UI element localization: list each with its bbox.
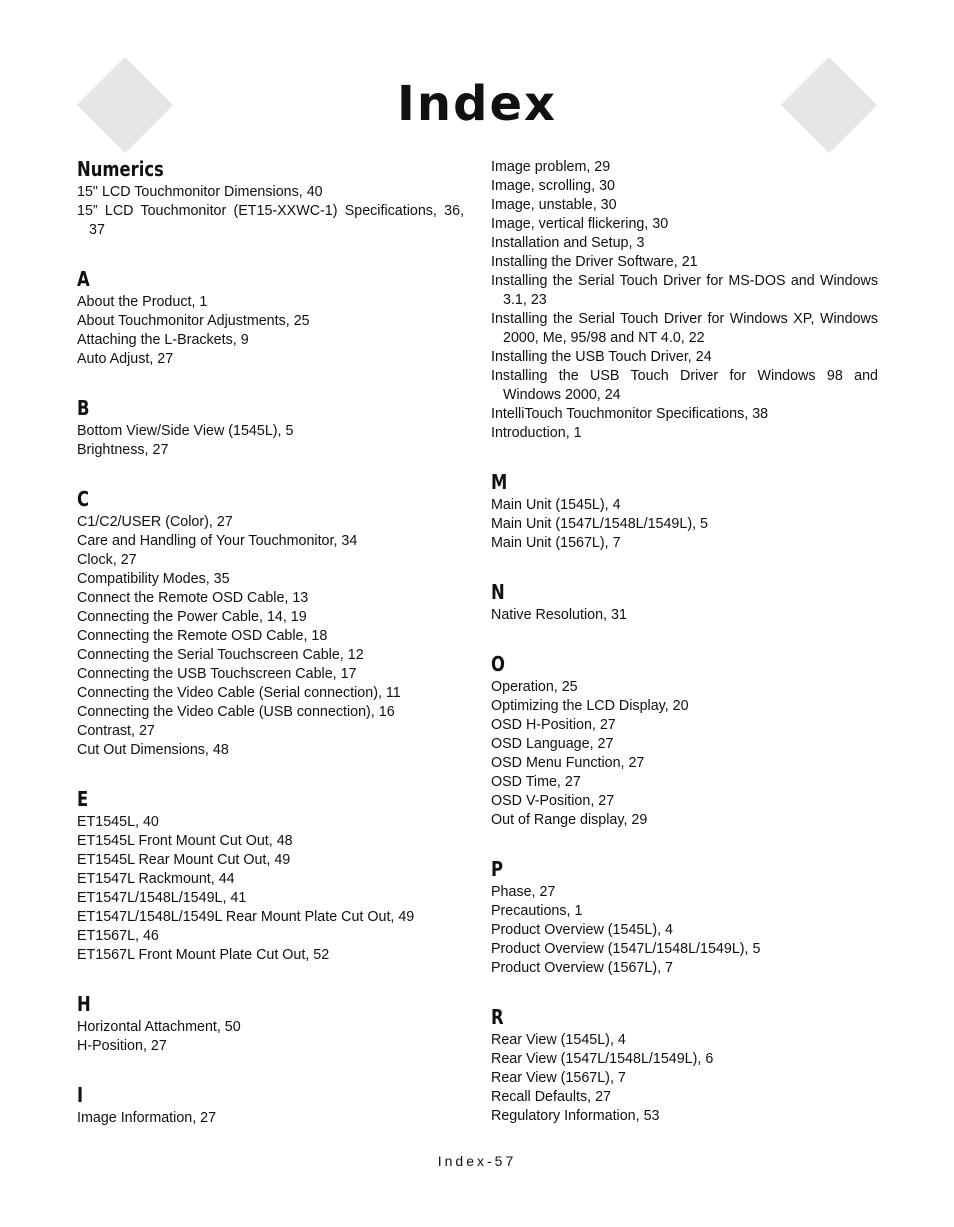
index-section-e <box>77 786 464 965</box>
index-entry: OSD V-Position, 27 <box>491 793 615 809</box>
index-entry: Brightness, 27 <box>77 442 169 458</box>
index-entry: Contrast, 27 <box>77 723 155 739</box>
index-entry: About the Product, 1 <box>77 294 208 310</box>
index-entry: Main Unit (1545L), 4 <box>491 497 621 513</box>
index-entry: Operation, 25 <box>491 679 578 695</box>
index-entry: C1/C2/USER (Color), 27 <box>77 514 233 530</box>
index-entry: ET1547L/1548L/1549L, 41 <box>77 890 247 906</box>
index-entry: Optimizing the LCD Display, 20 <box>491 698 689 714</box>
index-entry: ET1547L Rackmount, 44 <box>77 871 235 887</box>
index-entry: Connecting the Power Cable, 14, 19 <box>77 609 307 625</box>
index-entry: Connecting the USB Touchscreen Cable, 17 <box>77 666 357 682</box>
index-entry: Product Overview (1545L), 4 <box>491 922 673 938</box>
index-entry: IntelliTouch Touchmonitor Specifications, 38 <box>491 406 769 422</box>
index-section-m <box>491 469 878 553</box>
index-entry: Image, vertical flickering, 30 <box>491 216 669 232</box>
index-entry: About Touchmonitor Adjustments, 25 <box>77 313 310 329</box>
section-heading: I <box>77 1083 84 1107</box>
index-entry: Installing the Serial Touch Driver for MS-DOS and Windows 3.1, 23 <box>491 273 878 308</box>
index-entry: Connecting the Video Cable (Serial connection), 11 <box>77 685 401 701</box>
index-section-h <box>77 991 464 1056</box>
index-column-right <box>491 158 878 1152</box>
index-entry: Precautions, 1 <box>491 903 583 919</box>
index-entry: Clock, 27 <box>77 552 137 568</box>
index-entry: Rear View (1567L), 7 <box>491 1070 626 1086</box>
index-entry: Out of Range display, 29 <box>491 812 648 828</box>
index-section-continued <box>491 158 878 443</box>
index-entry: Installing the USB Touch Driver for Windows 98 and Windows 2000, 24 <box>491 368 878 403</box>
index-entry: OSD Menu Function, 27 <box>491 755 645 771</box>
index-entry: Installing the Serial Touch Driver for Windows XP, Windows 2000, Me, 95/98 and NT 4.0, 22 <box>491 311 878 346</box>
index-entry: Connect the Remote OSD Cable, 13 <box>77 590 309 606</box>
index-entry: H-Position, 27 <box>77 1038 167 1054</box>
index-section-o <box>491 651 878 830</box>
index-entry: 15” LCD Touchmonitor (ET15-XXWC-1) Specifications, 36, 37 <box>77 203 464 238</box>
index-section-n <box>491 579 878 625</box>
index-entry: Attaching the L-Brackets, 9 <box>77 332 249 348</box>
section-heading: C <box>77 487 90 511</box>
index-entry: OSD Language, 27 <box>491 736 614 752</box>
index-entry: Regulatory Information, 53 <box>491 1108 660 1124</box>
index-entry: Connecting the Remote OSD Cable, 18 <box>77 628 328 644</box>
index-column-left <box>77 156 464 1154</box>
index-entry: OSD H-Position, 27 <box>491 717 616 733</box>
index-entry: Connecting the Serial Touchscreen Cable, 12 <box>77 647 364 663</box>
section-heading: B <box>77 396 90 420</box>
index-entry: 15" LCD Touchmonitor Dimensions, 40 <box>77 184 323 200</box>
index-entry: Introduction, 1 <box>491 425 582 441</box>
index-entry: Image Information, 27 <box>77 1110 217 1126</box>
index-entry: Recall Defaults, 27 <box>491 1089 611 1105</box>
index-entry: Bottom View/Side View (1545L), 5 <box>77 423 294 439</box>
index-entry: Care and Handling of Your Touchmonitor, 34 <box>77 533 358 549</box>
index-section-numerics <box>77 156 464 240</box>
section-heading: N <box>491 580 505 604</box>
index-entry: ET1545L Rear Mount Cut Out, 49 <box>77 852 291 868</box>
index-entry: Rear View (1545L), 4 <box>491 1032 626 1048</box>
section-heading: Numerics <box>77 157 164 181</box>
section-heading: O <box>491 652 505 676</box>
index-entry: ET1545L Front Mount Cut Out, 48 <box>77 833 293 849</box>
index-entry: ET1567L Front Mount Plate Cut Out, 52 <box>77 947 330 963</box>
index-entry: Connecting the Video Cable (USB connection), 16 <box>77 704 395 720</box>
section-heading: E <box>77 787 89 811</box>
index-entry: OSD Time, 27 <box>491 774 581 790</box>
index-entry: Image, scrolling, 30 <box>491 178 615 194</box>
index-entry: Phase, 27 <box>491 884 556 900</box>
section-heading: M <box>491 470 508 494</box>
index-entry: ET1545L, 40 <box>77 814 159 830</box>
index-entry: Compatibility Modes, 35 <box>77 571 230 587</box>
index-entry: Image, unstable, 30 <box>491 197 617 213</box>
index-section-c <box>77 486 464 760</box>
index-entry: Image problem, 29 <box>491 159 611 175</box>
section-heading: A <box>77 267 90 291</box>
index-section-b <box>77 395 464 460</box>
page-footer: Index-57 <box>437 1153 517 1169</box>
index-entry: Native Resolution, 31 <box>491 607 627 623</box>
index-entry: Main Unit (1567L), 7 <box>491 535 621 551</box>
section-heading: H <box>77 992 91 1016</box>
index-entry: Cut Out Dimensions, 48 <box>77 742 229 758</box>
index-entry: Horizontal Attachment, 50 <box>77 1019 241 1035</box>
index-section-r <box>491 1004 878 1126</box>
index-entry: Installing the USB Touch Driver, 24 <box>491 349 712 365</box>
index-section-a <box>77 266 464 369</box>
index-entry: Auto Adjust, 27 <box>77 351 174 367</box>
index-section-p <box>491 856 878 978</box>
index-entry: Installation and Setup, 3 <box>491 235 645 251</box>
index-entry: Product Overview (1547L/1548L/1549L), 5 <box>491 941 761 957</box>
index-entry: ET1547L/1548L/1549L Rear Mount Plate Cut Out, 49 <box>77 909 415 925</box>
page-title: Index <box>397 76 557 132</box>
section-heading: R <box>491 1005 504 1029</box>
index-section-i <box>77 1082 464 1128</box>
index-entry: ET1567L, 46 <box>77 928 159 944</box>
index-entry: Installing the Driver Software, 21 <box>491 254 698 270</box>
section-heading: P <box>491 857 504 881</box>
index-entry: Rear View (1547L/1548L/1549L), 6 <box>491 1051 714 1067</box>
index-entry: Main Unit (1547L/1548L/1549L), 5 <box>491 516 708 532</box>
index-entry: Product Overview (1567L), 7 <box>491 960 673 976</box>
